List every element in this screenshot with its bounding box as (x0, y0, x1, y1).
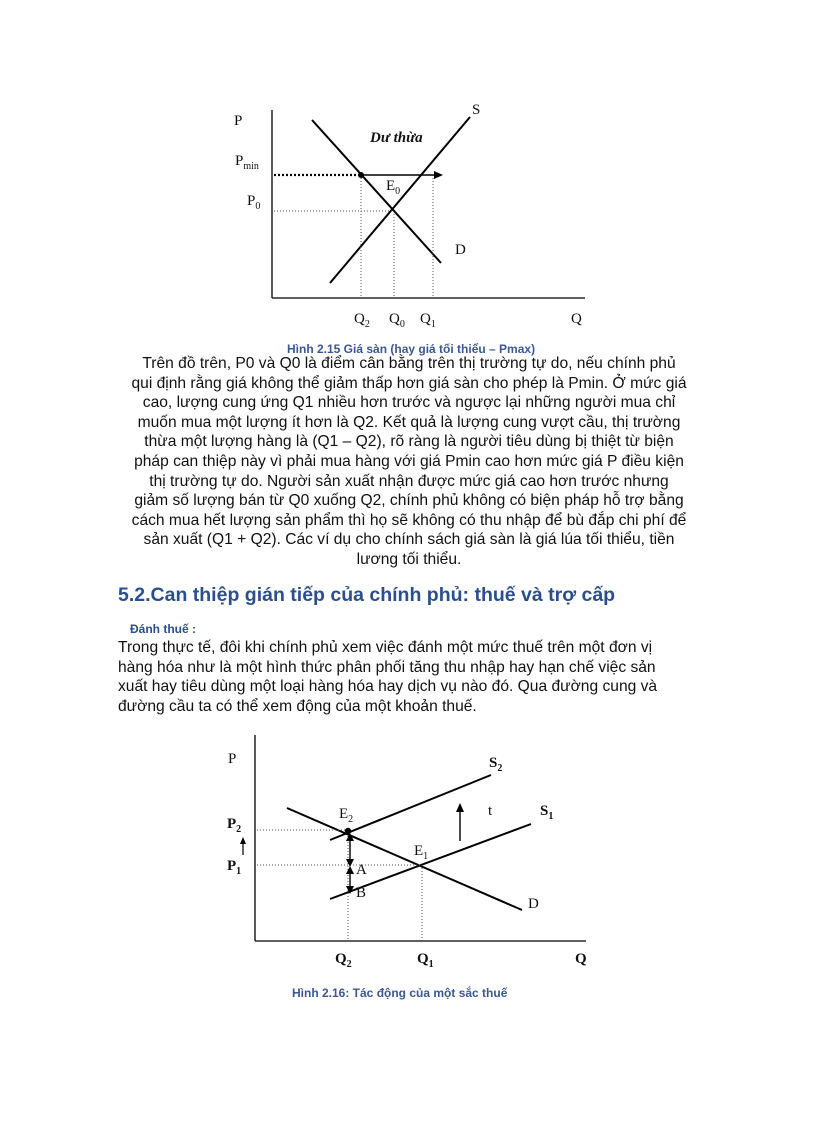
fig2-d-label: D (528, 896, 539, 912)
fig2-tax-arrowhead (456, 803, 464, 812)
fig1-e0-label: $E_0$ (386, 178, 401, 197)
fig2-e2-label: $E_2$ (339, 806, 354, 825)
fig2-p2-label: $P_2$ (227, 816, 242, 835)
fig1-q2-label: $Q_2$ (354, 311, 370, 330)
fig2-s1-label: $S_1$ (540, 803, 554, 822)
fig1-surplus-label: Dư thừa (370, 130, 423, 146)
fig2-q2-label: $Q_2$ (335, 951, 352, 970)
fig1-demand-label: D (455, 242, 466, 258)
figure1-caption: Hình 2.15 Giá sàn (hay giá tối thiểu – Pmax) (287, 342, 536, 356)
fig2-demand-curve (287, 808, 522, 910)
fig1-p0-label: $P_0$ (247, 193, 261, 212)
paragraph-taxation: Trong thực tế, đôi khi chính phủ xem việc đánh một mức thuế trên một đơn vị hàng hóa như là một hình thức phân phối tăng thu nhập hay hạn chế việc sản xuất hay tiêu dùng một loại hàng hóa hay dịch vụ nào đó. Qua đường cung và đường cầu ta có thể xem động của một khoản thuế. (118, 639, 658, 715)
fig2-supply-s2-curve (330, 775, 491, 840)
fig2-p-shift-arrowhead (240, 837, 246, 844)
paragraph-price-floor: Trên đồ trên, P0 và Q0 là điểm cân bằng trên thị trường tự do, nếu chính phủ qui định rằng giá không thể giảm thấp hơn giá sàn cho phép là Pmin. Ở mức giá cao, lượng cung ứng Q1 nhiều hơn trước và ngược lại những người mua chỉ muốn mua một lượng ít hơn là Q2. Kết quả là lượng cung vượt cầu, thị trường thừa một lượng hàng là (Q1 – Q2), rõ ràng là người tiêu dùng bị thiệt từ biện pháp can thiệp này vì phải mua hàng với giá Pmin cao hơn mức giá P điều kiện thị trường tự do. Người sản xuất nhận được mức giá cao hơn trước nhưng giảm số lượng bán từ Q0 xuống Q2, chính phủ không có biện pháp hỗ trợ bằng cách mua hết lượng sản phẩm thì họ sẽ không có thu nhập để bù đắp chi phí để sản xuất (Q1 + Q2). Các ví dụ cho chính sách giá sàn là giá lúa tối thiểu, tiền lương tối thiểu. (131, 355, 687, 568)
fig2-t-label: t (488, 803, 493, 819)
fig2-b-label: B (356, 885, 367, 901)
fig2-s2-label: $S_2$ (489, 755, 503, 774)
fig2-e2-point (345, 828, 351, 834)
fig2-q1-label: $Q_1$ (417, 951, 434, 970)
fig1-q0-label: $Q_0$ (389, 311, 405, 330)
figure2-caption: Hình 2.16: Tác động của một sắc thuế (292, 986, 508, 1000)
fig1-pmin-label: $P_{min}$ (235, 153, 259, 172)
fig1-p-axis-label: P (234, 113, 243, 129)
fig1-q-axis-label: Q (571, 311, 582, 327)
fig2-p1-label: $P_1$ (227, 858, 242, 877)
fig1-q1-label: $Q_1$ (420, 311, 436, 330)
section-heading: 5.2.Can thiệp gián tiếp của chính phủ: thuế và trợ cấp (118, 584, 616, 606)
fig2-a-label: A (356, 862, 367, 878)
fig2-arrow-a-head-down (346, 859, 354, 867)
fig1-supply-label: S (472, 102, 481, 118)
fig2-arrow-b-head-up (346, 866, 354, 874)
fig2-q-axis-label: Q (575, 951, 587, 967)
section-subheading: Đánh thuế : (130, 622, 196, 636)
fig2-p-axis-label: P (228, 751, 237, 767)
fig2-e1-label: $E_1$ (414, 843, 429, 862)
